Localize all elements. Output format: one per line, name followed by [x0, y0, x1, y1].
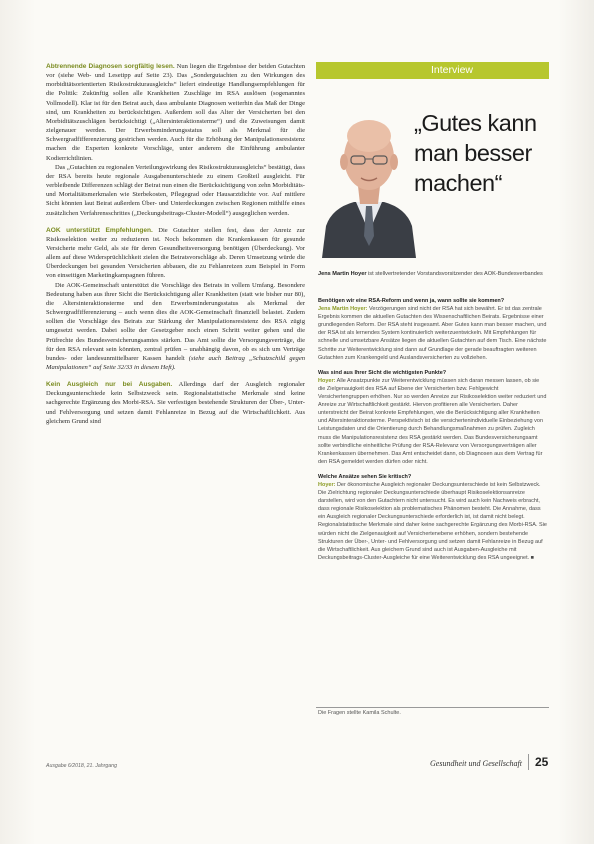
qa-block	[318, 473, 548, 562]
paragraph	[46, 62, 305, 163]
answer: Verzögerungen sind nicht der RSA hat sich bewährt. Er ist das zentrale Ergebnis kommen die aktuellen Gutachten des Wissenschaftlichen Beirats. Ergebnisse einer grundlegenden Reform. Der RSA steht insgesamt. Aber Gutes kann man besser machen, und der RSA ist als lernendes System kontinuierlich weiterzuentwickeln. Mit Empfehlungen für schnelle und umsetzbare Ansätze liegen die aktuellen Gutachten auf dem Tisch. Eine nächste Schritte zur Weiterentwicklung sind dann auf Grundlage der gerade beauftragten weiteren Gutachten zum Krankengeld und Auslandsversicherten zu vollziehen.	[318, 306, 547, 361]
interview-text	[318, 297, 548, 569]
interview-credit: Die Fragen stellte Kamila Schulte.	[318, 710, 401, 716]
issue-info: Ausgabe 6/2018, 21. Jahrgang	[46, 763, 117, 769]
interview-box	[316, 62, 549, 727]
article-column	[46, 62, 305, 426]
speaker: Hoyer:	[318, 377, 336, 384]
cross-reference: (siehe auch Beitrag „Schutzschild gegen Manipulationen“ auf Seite 32/33 in diesem Heft).	[46, 354, 306, 371]
speaker: Jens Martin Hoyer:	[318, 306, 368, 313]
question: Welche Ansätze sehen Sie kritisch?	[318, 473, 412, 480]
question: Benötigen wir eine RSA-Reform und wenn ja, wann sollte sie kommen?	[318, 298, 505, 304]
section-heading: Kein Ausgleich nur bei Ausgaben.	[46, 381, 173, 389]
answer: Alle Ansatzpunkte zur Weiterentwicklung müssen sich daran messen lassen, ob sie die Zielgenauigkeit des RSA auf Ebene der Versicherten bzw. Fehlgewicht Versichertengruppen erhöhen. Nur so werden Anreize zur Risikoselektion weiter reduziert und Anreize zur Wirtschaftlichkeit gestärkt. Hiervon profitieren alle Versicherten. Daher unterstreicht der Beirat konkrete Empfehlungen, wie die Berücksichtigung aller Krankheiten und Altersinteraktionsterme. Perspektivisch ist die versichertenindividuelle Einbeziehung von Leistungsdaten und die Orientierung durch Behandlungsmaßnahmen zu prüfen. Zugleich muss die Manipulationsresistenz des RSA gestärkt werden. Das Bundesversicherungsamt sollte verbindliche einheitliche Prüfung der RSA-Relevanz von Versorgungsverträgen aller Krankenkassen übernehmen. Das Amt entscheidet dann, ob Diagnosen aus dem Vertrag für den RSA gemeldet werden dürfen oder nicht.	[318, 377, 547, 465]
pull-quote: „Gutes kann man besser machen“	[414, 110, 537, 196]
photo-caption	[318, 270, 548, 279]
section-heading: AOK unterstützt Empfehlungen.	[46, 226, 153, 234]
caption-name: Jens Martin Hoyer	[318, 271, 367, 277]
paragraph-text: Allerdings darf der Ausgleich regionaler Deckungsunterschiede kein Selbstzweck sein. Regionalstatistische Merkmale sind keine sachgerechte Ergänzung des Morbi-RSA. Sie verfestigen bestehende Strukturen der Über-, Unter- und Fehlversorgung und setzen damit Fehlanreize in Bezug auf die Wirtschaftlichkeit. Aus gleichem Grund sind	[46, 381, 305, 425]
paragraph-text: Die AOK-Gemeinschaft unterstützt die Vorschläge des Beirats in vollem Umfang. Besondere Bedeutung haben aus ihrer Sicht die Berücksichtigung aller Krankheiten (statt wie bisher nur 80), die Altersinteraktionsterme und den Erwerbsminderungsstatus als Merkmal der Schwergradfifferenzierung – auch wenn dies die AOK-Gemeinschaft finanziell belastet. Zudem sollten die Vorschläge des Beirats zur Stärkung der Manipulationsresistenz des RSA zügig umgesetzt werden. Dabei sollte der Gesetzgeber noch einen Schritt weiter gehen und die Prüfrechte des Bundesversicherungsamtes stärken. Das Amt sollte die Versorgungsverträge, die für den RSA relevant sein könnten, zentral prüfen – unabhängig davon, ob es sich um Verträge bundes- oder landesunmittelbarer Kassen handelt	[46, 281, 305, 362]
portrait-photo	[318, 86, 420, 258]
caption-role: ist stellvertretender Vorstandsvorsitzender des AOK-Bundesverbandes	[366, 271, 543, 277]
divider	[316, 707, 549, 708]
interview-label: Interview	[316, 62, 549, 79]
paragraph: Das „Gutachten zu regionalen Verteilungswirkung des Risikostrukturausgleichs“ bestätigt, dass der RSA bereits heute regionale Ausgabenunterschiede zu einem Großteil ausgleicht. Für verbleibende Differenzen schlägt der Beirat nun einen die Berücksichtigung von zehn Morbiditäts- und Mortalitätsmerkmalen wie Sterbekosten, Pflegegrad oder Hausarztdichte vor. Auf mittlere Sicht könnten laut Beirat außerdem Über- und Unterdeckungen zwischen Regionen mithilfe eines zusätzlichen Verfahrensschrittes („Deckungsbeitrags-Cluster-Modell“) ausgeglichen werden.	[46, 163, 305, 217]
page-number: 25	[535, 755, 549, 769]
paragraph	[46, 281, 305, 373]
paragraph	[46, 380, 305, 426]
section-heading: Abtrennende Diagnosen sorgfältig lesen.	[46, 63, 175, 70]
answer: Der ökonomische Ausgleich regionaler Deckungsunterschiede ist kein Selbstzweck. Die Zielrichtung regionaler Deckungsunterschiede überhaupt Risikoselektionsanreize darstellen, wird von den Gutachtern nicht untersucht. Es wird auch kein Nachweis erbracht, dass regionale Risikoselektion als problematisches Phänomen besteht. Die Annahme, dass ein Ausgleich regionaler Deckungsunterschiede erforderlich ist, ist damit nicht belegt. Regionalstatistische Merkmale sind daher keine sachgerechte Ergänzung des Morbi-RSA. Sie würden nicht die Zielgenauigkeit auf Versichertenebene erhöhen, sondern bestehende Strukturen der Über-, Unter- und Fehlversorgung und setzen damit Fehlanreize in Bezug auf die Wirtschaftlichkeit. Aus gleichem Grund sind auch ist Ausgaben-Ausgleiche mit Deckungsbeitrags-Cluster-Ausgleiche für eine Weiterentwicklung des RSA ungeeignet. ■	[318, 481, 547, 561]
magazine-title: Gesundheit und Gesellschaft	[430, 759, 522, 768]
question: Was sind aus Ihrer Sicht die wichtigsten Punkte?	[318, 369, 447, 376]
speaker: Hoyer:	[318, 481, 336, 488]
paragraph-text: Die Gutachter stellen fest, dass der Anreiz zur Risikoselektion weiter zu reduzieren ist. Noch bekommen die Krankenkassen für gesunde Versicherte mehr Geld, als sie für deren Gesundheitsversorgung benötigen (Überdeckung). Vor allem auf diese Widersprüchlichkeit zielen die Beiratsvorschläge ab. Deren Umsetzung würde die Überdeckungen bei gesunden Versicherten abbauen, die zu Fehlanreizen zum Beispiel in Form von einseitigen Marketingkampagnen führen.	[46, 226, 305, 280]
qa-block	[318, 369, 548, 466]
paragraph	[46, 226, 305, 281]
portrait-image	[318, 86, 420, 258]
divider	[528, 754, 529, 770]
qa-block	[318, 297, 548, 362]
paragraph-text: Nun liegen die Ergebnisse der beiden Gutachten vor (siehe Web- und Lesetipp auf Seite 23). Das „Sondergutachten zu den Wirkungen des morbiditätsorientierten Risikostrukturausgleichs“ liefert eindeutige Handlungsempfehlungen für die Politik: Zukünftig sollen alle Krankheiten Zuschläge im RSA auslösen (sogenanntes Vollmodell). Klar ist für den Beirat auch, dass ambulante Diagnosen weiterhin das Maß der Dinge sind, um Krankheiten zu berücksichtigen. Außerdem soll das Alter der Versicherten bei den Morbiditätszuschlägen berücksichtigt („Altersinteraktionsterme“) und die Zuweisungen damit zielgenauer werden. Der Erwerbsminderungsstatus soll als Merkmal für die Schwergradfifferenzierung gestrichen werden. Auch für die Erhöhung der Manipulationsresistenz machen die Experten konkrete Vorschläge, unter anderem die Einführung ambulanter Kodierrichtlinien.	[46, 63, 305, 162]
